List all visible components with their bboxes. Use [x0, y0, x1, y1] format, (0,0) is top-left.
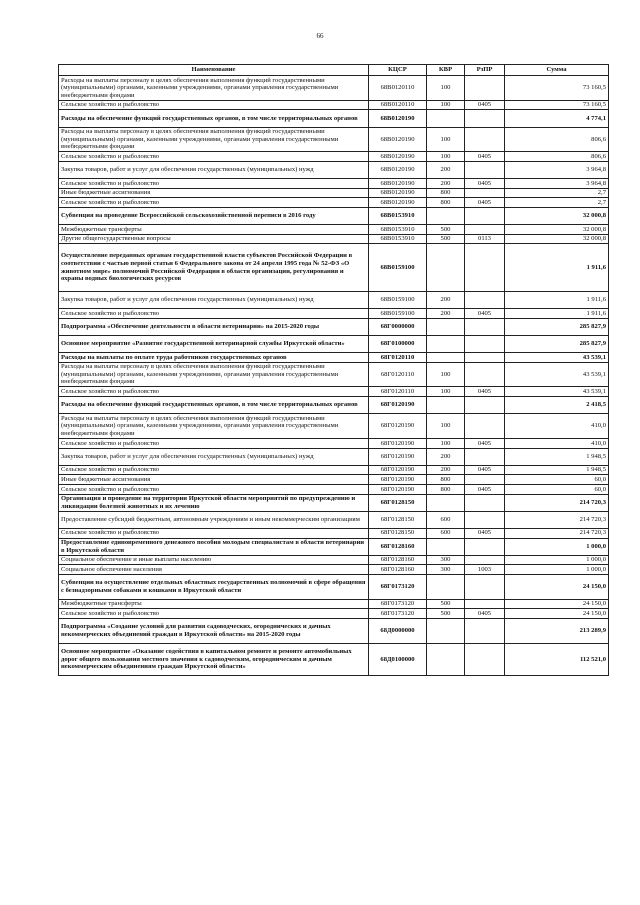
row-rzpr: 0405	[465, 100, 505, 110]
row-kcsr: 68Г0128150	[369, 528, 427, 538]
row-kvr: 500	[427, 609, 465, 619]
row-rzpr: 0405	[465, 387, 505, 397]
row-kcsr: 68В0120110	[369, 76, 427, 101]
row-kvr	[427, 618, 465, 643]
table-row	[59, 555, 609, 565]
row-kvr	[427, 244, 465, 292]
row-kcsr: 68В0120190	[369, 152, 427, 162]
row-rzpr	[465, 448, 505, 465]
row-sum: 1 000,0	[505, 538, 609, 555]
row-sum: 73 160,5	[505, 100, 609, 110]
table-row	[59, 599, 609, 609]
row-name: Расходы на обеспечение функций государственных органов, в том числе территориальных органов	[59, 110, 369, 127]
table-row	[59, 475, 609, 485]
row-kvr	[427, 397, 465, 414]
row-sum: 73 160,5	[505, 76, 609, 101]
table-row	[59, 538, 609, 555]
row-kcsr: 68В0120190	[369, 198, 427, 208]
row-name: Сельское хозяйство и рыболовство	[59, 152, 369, 162]
row-sum: 43 539,1	[505, 387, 609, 397]
row-sum: 2,7	[505, 188, 609, 198]
table-row	[59, 335, 609, 352]
row-rzpr: 0405	[465, 309, 505, 319]
table-row	[59, 244, 609, 292]
row-kvr: 600	[427, 511, 465, 528]
row-kvr: 100	[427, 100, 465, 110]
row-rzpr	[465, 353, 505, 363]
row-rzpr	[465, 335, 505, 352]
row-sum: 2 418,5	[505, 397, 609, 414]
row-rzpr	[465, 574, 505, 599]
row-name: Субвенция на проведение Всероссийской сельскохозяйственной переписи в 2016 году	[59, 207, 369, 224]
row-kcsr: 68В0153910	[369, 207, 427, 224]
row-sum: 1 911,6	[505, 291, 609, 308]
table-row	[59, 414, 609, 439]
row-rzpr: 1003	[465, 565, 505, 575]
row-name: Сельское хозяйство и рыболовство	[59, 179, 369, 189]
row-kvr: 200	[427, 309, 465, 319]
table-row	[59, 574, 609, 599]
row-rzpr: 0113	[465, 234, 505, 244]
row-kcsr: 68Г0128150	[369, 511, 427, 528]
row-sum: 2,7	[505, 198, 609, 208]
row-sum: 24 150,0	[505, 599, 609, 609]
row-name: Подпрограмма «Создание условий для развития садоводческих, огороднических и дачных некоммерческих объединений граждан в Иркутской области» на 2015-2020 годы	[59, 618, 369, 643]
row-sum: 1 000,0	[505, 555, 609, 565]
table-row	[59, 618, 609, 643]
row-kvr: 100	[427, 127, 465, 152]
row-name: Иные бюджетные ассигнования	[59, 188, 369, 198]
row-kcsr: 68В0159100	[369, 309, 427, 319]
row-rzpr	[465, 511, 505, 528]
row-kvr: 200	[427, 448, 465, 465]
row-name: Закупка товаров, работ и услуг для обеспечения государственных (муниципальных) нужд	[59, 291, 369, 308]
row-sum: 806,6	[505, 127, 609, 152]
table-row	[59, 234, 609, 244]
row-kvr	[427, 353, 465, 363]
row-rzpr	[465, 414, 505, 439]
table-row	[59, 511, 609, 528]
table-row	[59, 207, 609, 224]
row-kvr: 800	[427, 188, 465, 198]
row-rzpr: 0405	[465, 439, 505, 449]
table-row	[59, 76, 609, 101]
table-row	[59, 291, 609, 308]
table-row	[59, 127, 609, 152]
row-kvr: 100	[427, 387, 465, 397]
row-name: Расходы на выплаты персоналу в целях обеспечения выполнения функций государственными (муниципальными) органами, казенными учреждениями, органами управления государственными внебюджетными фондами	[59, 414, 369, 439]
header-kvr: КВР	[427, 65, 465, 76]
row-name: Сельское хозяйство и рыболовство	[59, 198, 369, 208]
row-kcsr: 68Г0120110	[369, 362, 427, 387]
row-kcsr: 68В0120190	[369, 188, 427, 198]
row-kvr	[427, 207, 465, 224]
row-kcsr: 68В0120190	[369, 127, 427, 152]
row-name: Подпрограмма «Обеспечение деятельности в области ветеринарии» на 2015-2020 годы	[59, 318, 369, 335]
row-rzpr: 0405	[465, 179, 505, 189]
row-kvr: 200	[427, 465, 465, 475]
row-sum: 43 539,1	[505, 362, 609, 387]
row-kcsr: 68Г0128150	[369, 494, 427, 511]
row-rzpr: 0405	[465, 152, 505, 162]
row-kcsr: 68Г0120190	[369, 414, 427, 439]
row-kvr: 800	[427, 475, 465, 485]
row-rzpr	[465, 555, 505, 565]
row-kvr: 500	[427, 234, 465, 244]
row-kvr: 100	[427, 414, 465, 439]
table-row	[59, 397, 609, 414]
row-kvr	[427, 643, 465, 675]
row-sum: 1 911,6	[505, 309, 609, 319]
row-name: Субвенции на осуществление отдельных областных государственных полномочий в сфере обращения с безнадзорными собаками и кошками в Иркутской области	[59, 574, 369, 599]
row-kcsr: 68Г0128160	[369, 538, 427, 555]
row-kvr: 200	[427, 179, 465, 189]
row-kcsr: 68Г0000000	[369, 318, 427, 335]
table-row	[59, 100, 609, 110]
row-sum: 1 000,0	[505, 565, 609, 575]
row-kcsr: 68Г0173120	[369, 599, 427, 609]
row-rzpr	[465, 475, 505, 485]
table-row	[59, 643, 609, 675]
row-kvr: 100	[427, 76, 465, 101]
row-rzpr	[465, 538, 505, 555]
row-name: Межбюджетные трансферты	[59, 225, 369, 235]
table-header-row	[59, 65, 609, 76]
row-rzpr: 0405	[465, 485, 505, 495]
row-kvr	[427, 538, 465, 555]
table-body	[59, 76, 609, 676]
row-rzpr: 0405	[465, 198, 505, 208]
table-row	[59, 179, 609, 189]
row-kcsr: 68В0120190	[369, 110, 427, 127]
row-rzpr	[465, 127, 505, 152]
row-rzpr	[465, 318, 505, 335]
header-name: Наименование	[59, 65, 369, 76]
row-sum: 32 000,8	[505, 225, 609, 235]
row-rzpr: 0405	[465, 465, 505, 475]
row-kvr: 100	[427, 439, 465, 449]
row-name: Социальное обеспечение населения	[59, 565, 369, 575]
table-row	[59, 318, 609, 335]
row-rzpr	[465, 244, 505, 292]
row-name: Расходы на выплаты персоналу в целях обеспечения выполнения функций государственными (муниципальными) органами, казенными учреждениями, органами управления государственными внебюджетными фондами	[59, 127, 369, 152]
row-kcsr: 68Г0128160	[369, 555, 427, 565]
row-sum: 112 521,0	[505, 643, 609, 675]
row-kvr: 200	[427, 291, 465, 308]
row-name: Сельское хозяйство и рыболовство	[59, 485, 369, 495]
row-name: Расходы на выплаты персоналу в целях обеспечения выполнения функций государственными (муниципальными) органами, казенными учреждениями, органами управления государственными внебюджетными фондами	[59, 362, 369, 387]
row-rzpr	[465, 207, 505, 224]
row-sum: 1 911,6	[505, 244, 609, 292]
page-number: 66	[316, 32, 324, 40]
row-name: Расходы на выплаты персоналу в целях обеспечения выполнения функций государственными (муниципальными) органами, казенными учреждениями, органами управления государственными внебюджетными фондами	[59, 76, 369, 101]
table-row	[59, 198, 609, 208]
row-kcsr: 68Г0120190	[369, 475, 427, 485]
row-sum: 24 150,0	[505, 609, 609, 619]
row-rzpr	[465, 494, 505, 511]
row-kvr: 300	[427, 565, 465, 575]
row-kcsr: 68Г0120110	[369, 353, 427, 363]
table-row	[59, 609, 609, 619]
row-sum: 3 964,8	[505, 179, 609, 189]
row-kcsr: 68Г0128160	[369, 565, 427, 575]
row-kcsr: 68В0153910	[369, 225, 427, 235]
row-name: Сельское хозяйство и рыболовство	[59, 465, 369, 475]
row-sum: 214 720,3	[505, 494, 609, 511]
row-name: Сельское хозяйство и рыболовство	[59, 100, 369, 110]
row-rzpr	[465, 161, 505, 178]
row-name: Основное мероприятие «Развитие государственной ветеринарной службы Иркутской области»	[59, 335, 369, 352]
row-sum: 32 000,8	[505, 207, 609, 224]
table-row	[59, 387, 609, 397]
row-name: Межбюджетные трансферты	[59, 599, 369, 609]
row-sum: 1 948,5	[505, 448, 609, 465]
header-sum: Сумма	[505, 65, 609, 76]
row-name: Расходы на обеспечение функций государственных органов, в том числе территориальных органов	[59, 397, 369, 414]
row-kcsr: 68Г0120190	[369, 439, 427, 449]
row-kcsr: 68Г0100000	[369, 335, 427, 352]
row-rzpr	[465, 110, 505, 127]
table-row	[59, 465, 609, 475]
row-kcsr: 68Г0120190	[369, 397, 427, 414]
row-sum: 285 827,9	[505, 335, 609, 352]
row-sum: 32 000,8	[505, 234, 609, 244]
row-name: Сельское хозяйство и рыболовство	[59, 528, 369, 538]
row-kcsr: 68В0159100	[369, 291, 427, 308]
table-row	[59, 528, 609, 538]
row-kvr: 200	[427, 161, 465, 178]
row-sum: 1 948,5	[505, 465, 609, 475]
row-kvr	[427, 574, 465, 599]
table-row	[59, 188, 609, 198]
row-name: Расходы на выплаты по оплате труда работников государственных органов	[59, 353, 369, 363]
row-kcsr: 68В0120110	[369, 100, 427, 110]
row-name: Основное мероприятие «Оказание содействия в капитальном ремонте и ремонте автомобильных дорог общего пользования местного значения к садоводческим, огородническим и дачным некоммерческим объединениям граждан Иркутской области»	[59, 643, 369, 675]
row-sum: 43 539,1	[505, 353, 609, 363]
row-kcsr: 68Д0100000	[369, 643, 427, 675]
row-rzpr	[465, 291, 505, 308]
row-kvr: 100	[427, 362, 465, 387]
row-sum: 60,0	[505, 475, 609, 485]
row-name: Предоставление единовременного денежного пособия молодым специалистам в области ветеринарии в Иркутской области	[59, 538, 369, 555]
row-rzpr	[465, 397, 505, 414]
row-kvr	[427, 110, 465, 127]
row-rzpr	[465, 618, 505, 643]
row-sum: 4 774,1	[505, 110, 609, 127]
table-row	[59, 485, 609, 495]
row-kcsr: 68Д0000000	[369, 618, 427, 643]
row-kvr	[427, 318, 465, 335]
row-rzpr	[465, 643, 505, 675]
row-kcsr: 68В0120190	[369, 179, 427, 189]
table-row	[59, 161, 609, 178]
row-kvr: 800	[427, 198, 465, 208]
row-rzpr	[465, 188, 505, 198]
row-kcsr: 68Г0120190	[369, 465, 427, 475]
row-sum: 3 964,8	[505, 161, 609, 178]
row-kcsr: 68Г0173120	[369, 574, 427, 599]
table-row	[59, 309, 609, 319]
row-kcsr: 68Г0120190	[369, 448, 427, 465]
row-name: Иные бюджетные ассигнования	[59, 475, 369, 485]
row-rzpr	[465, 76, 505, 101]
row-kcsr: 68В0153910	[369, 234, 427, 244]
row-name: Сельское хозяйство и рыболовство	[59, 439, 369, 449]
row-name: Сельское хозяйство и рыболовство	[59, 309, 369, 319]
row-kvr: 600	[427, 528, 465, 538]
table-row	[59, 225, 609, 235]
row-rzpr	[465, 599, 505, 609]
row-kcsr: 68В0120190	[369, 161, 427, 178]
table-row	[59, 110, 609, 127]
row-kcsr: 68Г0120110	[369, 387, 427, 397]
table-row	[59, 448, 609, 465]
row-name: Организация и проведение на территории Иркутской области мероприятий по предупреждению и ликвидации болезней животных и их лечению	[59, 494, 369, 511]
row-kcsr: 68Г0173120	[369, 609, 427, 619]
row-sum: 806,6	[505, 152, 609, 162]
row-name: Социальное обеспечение и иные выплаты населению	[59, 555, 369, 565]
row-rzpr: 0405	[465, 609, 505, 619]
row-name: Другие общегосударственные вопросы	[59, 234, 369, 244]
row-name: Осуществление переданных органам государственной власти субъектов Российской Федерации в соответствии с частью первой статьи 6 Федерального закона от 24 апреля 1995 года № 52-ФЗ «О животном мире» полномочий Российской Федерации в области организации, регулирования и охраны водных биологических ресурсов	[59, 244, 369, 292]
row-sum: 410,0	[505, 439, 609, 449]
row-kvr: 500	[427, 225, 465, 235]
row-rzpr	[465, 225, 505, 235]
row-kcsr: 68В0159100	[369, 244, 427, 292]
row-sum: 214 720,3	[505, 511, 609, 528]
header-rzpr: РзПР	[465, 65, 505, 76]
table-row	[59, 362, 609, 387]
budget-table	[58, 64, 609, 676]
row-kvr: 800	[427, 485, 465, 495]
row-sum: 24 150,0	[505, 574, 609, 599]
table-row	[59, 565, 609, 575]
table-row	[59, 353, 609, 363]
table-row	[59, 152, 609, 162]
row-kvr: 100	[427, 152, 465, 162]
table-row	[59, 494, 609, 511]
row-name: Сельское хозяйство и рыболовство	[59, 387, 369, 397]
row-name: Сельское хозяйство и рыболовство	[59, 609, 369, 619]
row-name: Закупка товаров, работ и услуг для обеспечения государственных (муниципальных) нужд	[59, 161, 369, 178]
row-name: Закупка товаров, работ и услуг для обеспечения государственных (муниципальных) нужд	[59, 448, 369, 465]
row-name: Предоставление субсидий бюджетным, автономным учреждениям и иным некоммерческим организациям	[59, 511, 369, 528]
row-sum: 285 827,9	[505, 318, 609, 335]
row-kvr: 500	[427, 599, 465, 609]
row-kvr	[427, 335, 465, 352]
row-kvr: 300	[427, 555, 465, 565]
row-rzpr	[465, 362, 505, 387]
row-sum: 60,0	[505, 485, 609, 495]
row-sum: 410,0	[505, 414, 609, 439]
row-rzpr: 0405	[465, 528, 505, 538]
row-sum: 214 720,3	[505, 528, 609, 538]
row-sum: 213 289,9	[505, 618, 609, 643]
table-row	[59, 439, 609, 449]
row-kvr	[427, 494, 465, 511]
row-kcsr: 68Г0120190	[369, 485, 427, 495]
header-kcsr: КЦСР	[369, 65, 427, 76]
